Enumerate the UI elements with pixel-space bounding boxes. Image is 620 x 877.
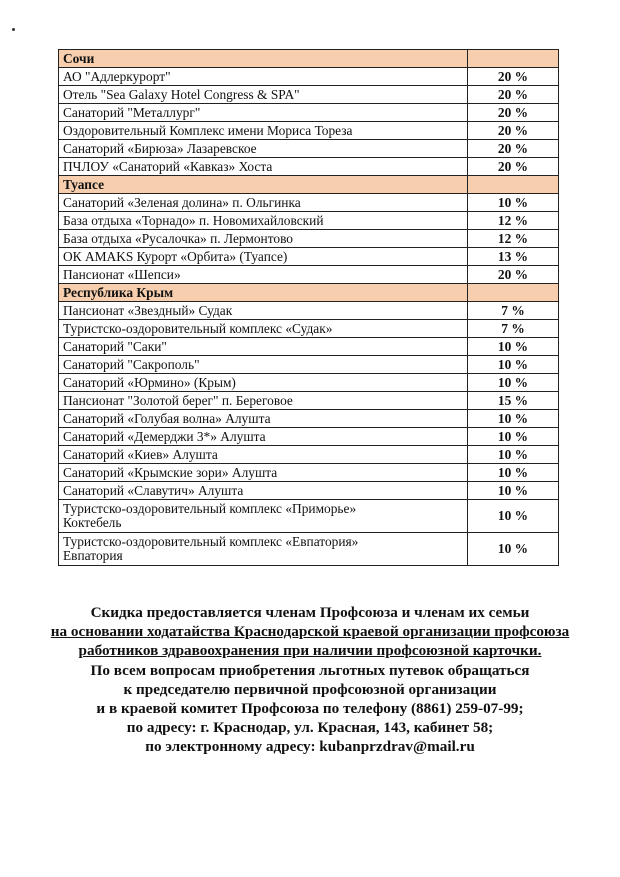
resort-name: Санаторий "Сакрополь" xyxy=(59,356,468,374)
discount-value: 20 % xyxy=(468,158,559,176)
resort-name: Туристско-оздоровительный комплекс «Судак» xyxy=(59,320,468,338)
resort-name: Санаторий «Зеленая долина» п. Ольгинка xyxy=(59,194,468,212)
discount-value: 7 % xyxy=(468,302,559,320)
resort-name: Санаторий «Славутич» Алушта xyxy=(59,482,468,500)
resort-name: Санаторий «Демерджи 3*» Алушта xyxy=(59,428,468,446)
discount-value: 20 % xyxy=(468,104,559,122)
section-header-sochi xyxy=(59,50,559,68)
discount-value: 10 % xyxy=(468,374,559,392)
section-title: Сочи xyxy=(59,50,468,68)
discount-value: 20 % xyxy=(468,68,559,86)
resort-name xyxy=(59,533,468,566)
resort-name: ОК AMAKS Курорт «Орбита» (Туапсе) xyxy=(59,248,468,266)
resort-name: Санаторий «Юрмино» (Крым) xyxy=(59,374,468,392)
table-row xyxy=(59,533,559,566)
table-row xyxy=(59,500,559,533)
resort-name: База отдыха «Русалочка» п. Лермонтово xyxy=(59,230,468,248)
resort-name: Санаторий «Крымские зори» Алушта xyxy=(59,464,468,482)
discount-value: 10 % xyxy=(468,410,559,428)
section-blank xyxy=(468,176,559,194)
footer-email-line: по электронному адресу: kubanprzdrav@mail.ru xyxy=(145,738,475,756)
resort-name: Санаторий «Бирюза» Лазаревское xyxy=(59,140,468,158)
footer-phone-line: и в краевой комитет Профсоюза по телефону (8861) 259-07-99; xyxy=(96,700,524,718)
section-blank xyxy=(468,50,559,68)
discount-value: 20 % xyxy=(468,140,559,158)
discount-value: 12 % xyxy=(468,212,559,230)
section-header-crimea xyxy=(59,284,559,302)
table-row xyxy=(59,122,559,140)
resort-name: АО "Адлеркурорт" xyxy=(59,68,468,86)
resort-name: Санаторий "Металлург" xyxy=(59,104,468,122)
table-row xyxy=(59,482,559,500)
table-row xyxy=(59,356,559,374)
table-row xyxy=(59,86,559,104)
table-row xyxy=(59,158,559,176)
discount-value: 20 % xyxy=(468,86,559,104)
discount-value: 13 % xyxy=(468,248,559,266)
footer-line: По всем вопросам приобретения льготных путевок обращаться xyxy=(90,661,530,679)
resort-name: Пансионат "Золотой берег" п. Береговое xyxy=(59,392,468,410)
resort-name-line2: Евпатория xyxy=(63,548,123,563)
table-row xyxy=(59,140,559,158)
table-row xyxy=(59,230,559,248)
footer-line-underlined: на основании ходатайства Краснодарской краевой организации профсоюза xyxy=(50,623,570,641)
discount-value: 10 % xyxy=(468,356,559,374)
resort-name: База отдыха «Торнадо» п. Новомихайловский xyxy=(59,212,468,230)
table-row xyxy=(59,374,559,392)
discount-value: 20 % xyxy=(468,122,559,140)
resort-name xyxy=(59,500,468,533)
table-row xyxy=(59,194,559,212)
discount-value: 10 % xyxy=(468,194,559,212)
discount-value: 10 % xyxy=(468,464,559,482)
discount-value: 10 % xyxy=(468,446,559,464)
table-row xyxy=(59,428,559,446)
table-row xyxy=(59,266,559,284)
resort-name: Оздоровительный Комплекс имени Мориса Тореза xyxy=(59,122,468,140)
discount-value: 10 % xyxy=(468,500,559,533)
resort-name: Пансионат «Звездный» Судак xyxy=(59,302,468,320)
footer-line-underlined: работников здравоохранения при наличии профсоюзной карточки. xyxy=(78,642,542,660)
resort-name: Отель "Sea Galaxy Hotel Congress & SPA" xyxy=(59,86,468,104)
discount-value: 10 % xyxy=(468,428,559,446)
discount-value: 10 % xyxy=(468,338,559,356)
resort-name: Санаторий «Киев» Алушта xyxy=(59,446,468,464)
discount-value: 20 % xyxy=(468,266,559,284)
table-row xyxy=(59,446,559,464)
resort-name-line1: Туристско-оздоровительный комплекс «Приморье» xyxy=(63,501,357,516)
footer-address-line: по адресу: г. Краснодар, ул. Красная, 143, кабинет 58; xyxy=(126,719,494,737)
resort-name: Санаторий "Саки" xyxy=(59,338,468,356)
discount-value: 12 % xyxy=(468,230,559,248)
table-row xyxy=(59,212,559,230)
discount-value: 10 % xyxy=(468,482,559,500)
discount-value: 10 % xyxy=(468,533,559,566)
discount-value: 7 % xyxy=(468,320,559,338)
discount-value: 15 % xyxy=(468,392,559,410)
table-row xyxy=(59,320,559,338)
footer-line: Скидка предоставляется членам Профсоюза и членам их семьи xyxy=(90,604,530,621)
resort-name-line1: Туристско-оздоровительный комплекс «Евпатория» xyxy=(63,534,359,549)
resort-name: Санаторий «Голубая волна» Алушта xyxy=(59,410,468,428)
footer-notice xyxy=(0,603,620,757)
section-title: Туапсе xyxy=(59,176,468,194)
section-title: Республика Крым xyxy=(59,284,468,302)
table-row xyxy=(59,68,559,86)
scan-speck xyxy=(12,28,15,31)
resort-name-line2: Коктебель xyxy=(63,515,122,530)
table-row xyxy=(59,338,559,356)
discount-table xyxy=(58,49,559,566)
table-row xyxy=(59,248,559,266)
resort-name: ПЧЛОУ «Санаторий «Кавказ» Хоста xyxy=(59,158,468,176)
table-row xyxy=(59,464,559,482)
table-row xyxy=(59,302,559,320)
section-blank xyxy=(468,284,559,302)
section-header-tuapse xyxy=(59,176,559,194)
table-row xyxy=(59,104,559,122)
resort-name: Пансионат «Шепси» xyxy=(59,266,468,284)
table-row xyxy=(59,392,559,410)
table-row xyxy=(59,410,559,428)
footer-line: к председателю первичной профсоюзной организации xyxy=(123,680,497,698)
